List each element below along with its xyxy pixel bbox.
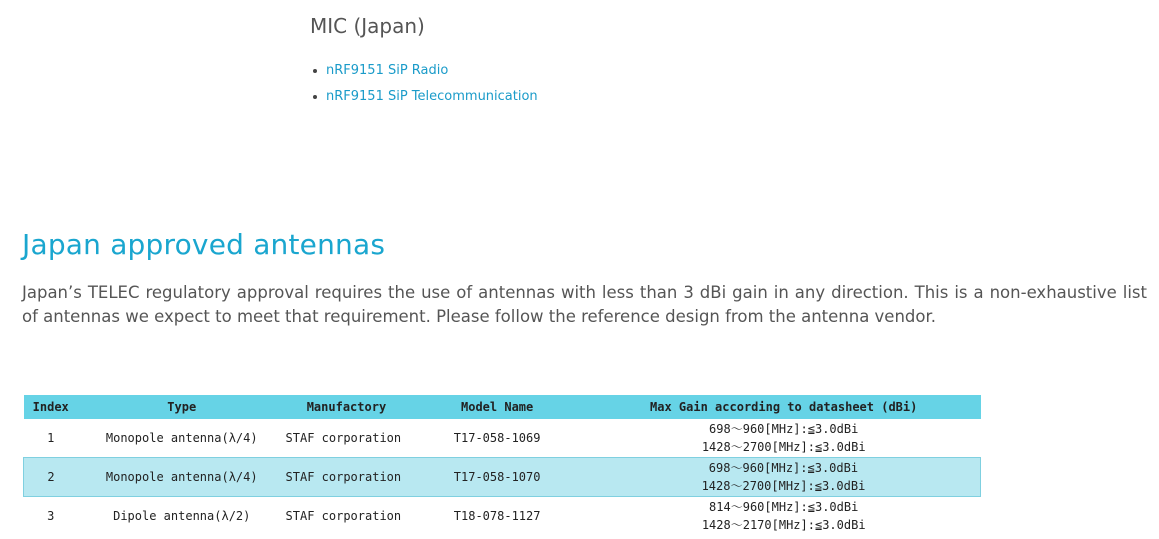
link-sip-radio[interactable]: nRF9151 SiP Radio bbox=[326, 63, 449, 78]
gain-line-high-band: 1428～2700[MHz]:≦3.0dBi bbox=[701, 479, 866, 493]
cell-manufactory: STAF corporation bbox=[285, 509, 402, 523]
table-row bbox=[24, 458, 981, 497]
section-intro: Japan’s TELEC regulatory approval requires the use of antennas with less than 3 dBi gain in any direction. This is a non-exhaustive list of antennas we expect to meet that requirement. Please follow the reference design from the antenna vendor. bbox=[22, 283, 1147, 326]
antenna-table bbox=[23, 395, 981, 535]
table-row bbox=[24, 419, 981, 458]
table-header-row bbox=[24, 395, 981, 419]
cell-type: Dipole antenna(λ/2) bbox=[113, 509, 251, 523]
header-index: Index bbox=[24, 395, 78, 419]
header-max-gain: Max Gain according to datasheet (dBi) bbox=[587, 395, 981, 419]
cell-model-name: T17-058-1070 bbox=[407, 458, 587, 497]
gain-line-low-band: 698～960[MHz]:≦3.0dBi bbox=[708, 461, 859, 475]
cell-model-name: T17-058-1069 bbox=[453, 431, 541, 445]
link-sip-telecommunication[interactable]: nRF9151 SiP Telecommunication bbox=[326, 89, 538, 104]
bullet-icon bbox=[313, 69, 317, 73]
list-item bbox=[310, 60, 538, 86]
cell-manufactory: STAF corporation bbox=[285, 431, 402, 445]
list-item bbox=[310, 86, 538, 112]
mic-japan-heading: MIC (Japan) bbox=[310, 14, 425, 38]
cell-max-gain bbox=[587, 497, 981, 536]
gain-line-high-band: 1428～2700[MHz]:≦3.0dBi bbox=[701, 440, 866, 454]
cell-manufactory: STAF corporation bbox=[286, 458, 408, 497]
header-model-name: Model Name bbox=[407, 395, 587, 419]
bullet-icon bbox=[313, 95, 317, 99]
cell-max-gain bbox=[587, 458, 981, 497]
gain-line-high-band: 1428～2170[MHz]:≦3.0dBi bbox=[701, 518, 866, 532]
cell-index: 1 bbox=[47, 431, 55, 445]
header-type: Type bbox=[78, 395, 286, 419]
gain-line-low-band: 698～960[MHz]:≦3.0dBi bbox=[709, 422, 859, 436]
section-heading: Japan approved antennas bbox=[22, 228, 386, 261]
table-row bbox=[24, 497, 981, 536]
cell-type: Monopole antenna(λ/4) bbox=[105, 431, 258, 445]
cell-type: Monopole antenna(λ/4) bbox=[78, 458, 286, 497]
cell-model-name: T18-078-1127 bbox=[453, 509, 541, 523]
gain-line-low-band: 814～960[MHz]:≦3.0dBi bbox=[709, 500, 859, 514]
cell-index: 3 bbox=[47, 509, 55, 523]
certification-link-list bbox=[310, 60, 538, 112]
cell-max-gain bbox=[587, 419, 981, 458]
cell-index: 2 bbox=[24, 458, 78, 497]
header-manufactory: Manufactory bbox=[286, 395, 408, 419]
